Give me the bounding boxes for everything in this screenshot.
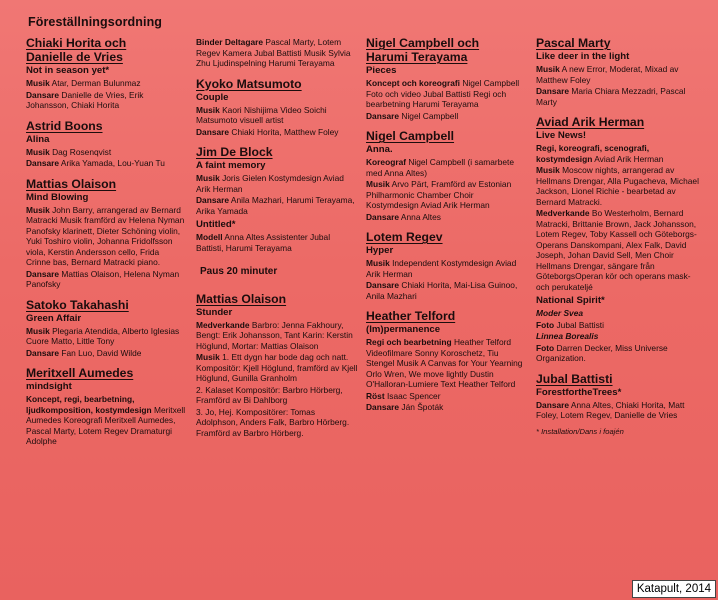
performance-astrid-boons	[26, 119, 186, 169]
credits-music: Musik Moscow nights, arrangerad av Hellmans Drengar, Alla Pugacheva, Michael Jackson, Lionel Richie - bearbetad av Bernard Matracki.	[536, 165, 699, 207]
choreographer-name: Nigel Campbell och	[366, 36, 480, 50]
work-title: (Im)permanence	[366, 324, 441, 335]
choreographer-name-line2: Harumi Terayama	[366, 50, 468, 64]
column-1	[26, 36, 186, 455]
choreographer-name: Pascal Marty	[536, 36, 611, 50]
choreographer-name: Jim De Block	[196, 145, 273, 159]
column-3	[366, 36, 526, 421]
performance-heather-telford	[366, 309, 526, 413]
performance-meritxell-continued	[196, 37, 358, 69]
performance-nigel-campbell	[366, 129, 526, 222]
installation-title: National Spirit*	[536, 295, 605, 306]
credits-performers: Medverkande Barbro: Jenna Fakhoury, Bengt: Erik Johansson, Tant Karin: Kerstin Höglund, Mortar: Mattias Olaison	[196, 319, 353, 351]
installation-part-2: Linnea Borealis	[536, 331, 599, 341]
credits-dancers: Dansare Mattias Olaison, Helena Nyman Panofsky	[26, 268, 180, 289]
work-title: Green Affair	[26, 312, 82, 324]
credits-model: Modell Anna Altes Assistenter Jubal Battisti, Harumi Terayama	[196, 232, 331, 253]
choreographer-name: Mattias Olaison	[196, 291, 287, 306]
credits-direction: Regi och bearbetning Heather Telford Videofilmare Sonny Koroschetz, Tiu Stengel Musik A Canvas for Your Yearning Orlo Wren, We move lightly Dustin O'Halloran-Lumiere Text Heather Telford	[366, 337, 523, 389]
choreographer-name: Chiaki Horita och	[26, 36, 127, 50]
credits-concept: Koncept och koreografi Nigel Campbell Foto och video Jubal Battisti Regi och bearbetning Harumi Terayama	[366, 78, 520, 109]
performance-jubal-battisti	[536, 372, 706, 438]
performance-meritxell-aumedes	[26, 366, 186, 447]
column-2	[196, 36, 358, 446]
credits-dancers: Dansare Danielle de Vries, Erik Johansson, Chiaki Horita	[26, 89, 144, 110]
work-title: Anna.	[366, 144, 393, 155]
credits-dancers: Dansare Fan Luo, David Wilde	[26, 347, 142, 358]
choreographer-name: Aviad Arik Herman	[536, 115, 645, 129]
credits-dancers: Dansare Arika Yamada, Lou-Yuan Tu	[26, 158, 165, 168]
credits-concept: Koncept, regi, bearbetning, ljudkomposition, kostymdesign Meritxell Aumedes Koreografi Meritxell Aumedes, Pascal Marty, Lotem Regev Dramaturgi Adolphe	[26, 394, 186, 446]
credits-music: Musik Plegaria Atendida, Alberto Iglesias Cuore Matto, Little Tony	[26, 325, 180, 346]
credits-dancers: Dansare Anila Mazhari, Harumi Terayama, Arika Yamada	[196, 195, 355, 216]
credits-direction: Regi, koreografi, scenografi, kostymdesign Aviad Arik Herman	[536, 143, 664, 164]
work-title: Mind Blowing	[26, 191, 89, 203]
performance-aviad-arik-herman	[536, 115, 706, 364]
column-4	[536, 36, 706, 445]
performance-jim-de-block	[196, 145, 358, 253]
credits-music-1: Musik 1. Ett dygn har bode dag och natt. Kompositör: Kjell Höglund, framförd av Kjell Höglund, Gunilla Granholm	[196, 352, 358, 383]
credits-continued: Binder Deltagare Pascal Marty, Lotem Regev Kamera Jubal Battisti Musik Sylvia Zhu Ljudinspelning Harumi Terayama	[196, 37, 351, 68]
credits-dancers: Dansare Ján Špoták	[366, 402, 444, 412]
performance-chiaki-danielle	[26, 36, 186, 111]
work-title: Like deer in the light	[536, 51, 630, 62]
performance-pascal-marty	[536, 36, 706, 107]
work-title: Alina	[26, 133, 50, 145]
work-title: Hyper	[366, 245, 394, 256]
credits-dancers: Dansare Anna Altes	[366, 211, 441, 222]
choreographer-name: Kyoko Matsumoto	[196, 76, 302, 91]
work-title: Live News!	[536, 130, 587, 141]
credits-music: Musik Independent Kostymdesign Aviad Arik Herman	[366, 258, 517, 279]
choreographer-name: Heather Telford	[366, 309, 456, 323]
choreographer-name: Mattias Olaison	[26, 176, 117, 191]
credits-photo-2: Foto Darren Decker, Miss Universe Organization.	[536, 342, 668, 363]
choreographer-name: Lotem Regev	[366, 230, 443, 244]
credits-music-3: 3. Jo, Hej. Kompositörer: Tomas Adolphson, Anders Falk, Barbro Hörberg. Framförd av Barbro Hörberg.	[196, 406, 350, 438]
source-caption: Katapult, 2014	[632, 580, 716, 598]
performance-satoko-takahashi	[26, 298, 186, 359]
credits-dancers: Dansare Chiaki Horita, Mai-Lisa Guinoo, Anila Mazhari	[366, 280, 518, 301]
performance-mattias-olaison	[26, 177, 186, 290]
credits-music: Musik John Barry, arrangerad av Bernard Matracki Musik framförd av Helena Nyman Panofsky klarinett, Dieter Schöning violin, Yuki Toshiro violin, Johanna Fridolfsson viola, Kerstin Andersson cello, Frida Crinne bas, Bernard Matracki piano.	[26, 204, 185, 267]
performance-lotem-regev	[366, 230, 526, 301]
intermission-label: Paus 20 minuter	[200, 266, 278, 277]
performance-kyoko-matsumoto	[196, 77, 358, 138]
credits-music: Musik A new Error, Moderat, Mixad av Matthew Foley	[536, 64, 679, 85]
credits-music: Musik Joris Gielen Kostymdesign Aviad Arik Herman	[196, 173, 344, 194]
choreographer-name: Meritxell Aumedes	[26, 366, 134, 380]
choreographer-name-line2: Danielle de Vries	[26, 50, 123, 64]
page-heading: Föreställningsordning	[28, 15, 163, 29]
work-title: A faint memory	[196, 160, 266, 171]
installation-footnote: * Installation/Dans i foajén	[536, 426, 624, 436]
credits-music: Musik Dag Rosenqvist	[26, 146, 112, 157]
choreographer-name: Jubal Battisti	[536, 371, 613, 386]
credits-music: Musik Kaori Nishijima Video Soichi Matsumoto visuell artist	[196, 104, 327, 125]
credits-photo-1: Foto Jubal Battisti	[536, 319, 604, 330]
installation-part-1: Moder Svea	[536, 308, 584, 318]
work-title: Not in season yet*	[26, 65, 110, 76]
credits-dancers: Dansare Nigel Campbell	[366, 110, 459, 121]
choreographer-name: Nigel Campbell	[366, 129, 455, 143]
choreographer-name: Satoko Takahashi	[26, 297, 129, 312]
credits-voice: Röst Isaac Spencer	[366, 390, 441, 401]
credits-dancers: Dansare Anna Altes, Chiaki Horita, Matt Foley, Lotem Regev, Danielle de Vries	[536, 399, 685, 420]
credits-dancers: Dansare Maria Chiara Mezzadri, Pascal Marty	[536, 86, 686, 107]
credits-choreographer: Koreograf Nigel Campbell (i samarbete med Anna Altes)	[366, 157, 515, 178]
performance-nigel-harumi	[366, 36, 526, 121]
work-title: Stunder	[196, 306, 233, 318]
credits-dancers: Dansare Chiaki Horita, Matthew Foley	[196, 126, 339, 137]
credits-music: Musik Atar, Derman Bulunmaz	[26, 78, 141, 88]
work-title: ForestfortheTrees*	[536, 386, 622, 398]
work-title-untitled: Untitled*	[196, 219, 236, 230]
credits-performers: Medverkande Bo Westerholm, Bernard Matracki, Brittanie Brown, Jack Johansson, Lotem Regev, Toby Kassell och Göteborgs-Operans Danskompani, Alex Falk, David Joseph, Johan David Sell, Men Choir Hellmans Drengar, sängare från GöteborgsOperan kör och operans mask- och perukateljé	[536, 208, 697, 292]
choreographer-name: Astrid Boons	[26, 118, 103, 133]
performance-mattias-olaison-stunder	[196, 292, 358, 439]
credits-music: Musik Arvo Pärt, Framförd av Estonian Philharmonic Chamber Choir Kostymdesign Aviad Arik Herman	[366, 179, 512, 210]
work-title: Pieces	[366, 65, 397, 76]
credits-music-2: 2. Kalaset Kompositör: Barbro Hörberg, Framförd av Bi Dahlborg	[196, 384, 343, 405]
work-title: mindsight	[26, 381, 72, 392]
work-title: Couple	[196, 91, 229, 103]
